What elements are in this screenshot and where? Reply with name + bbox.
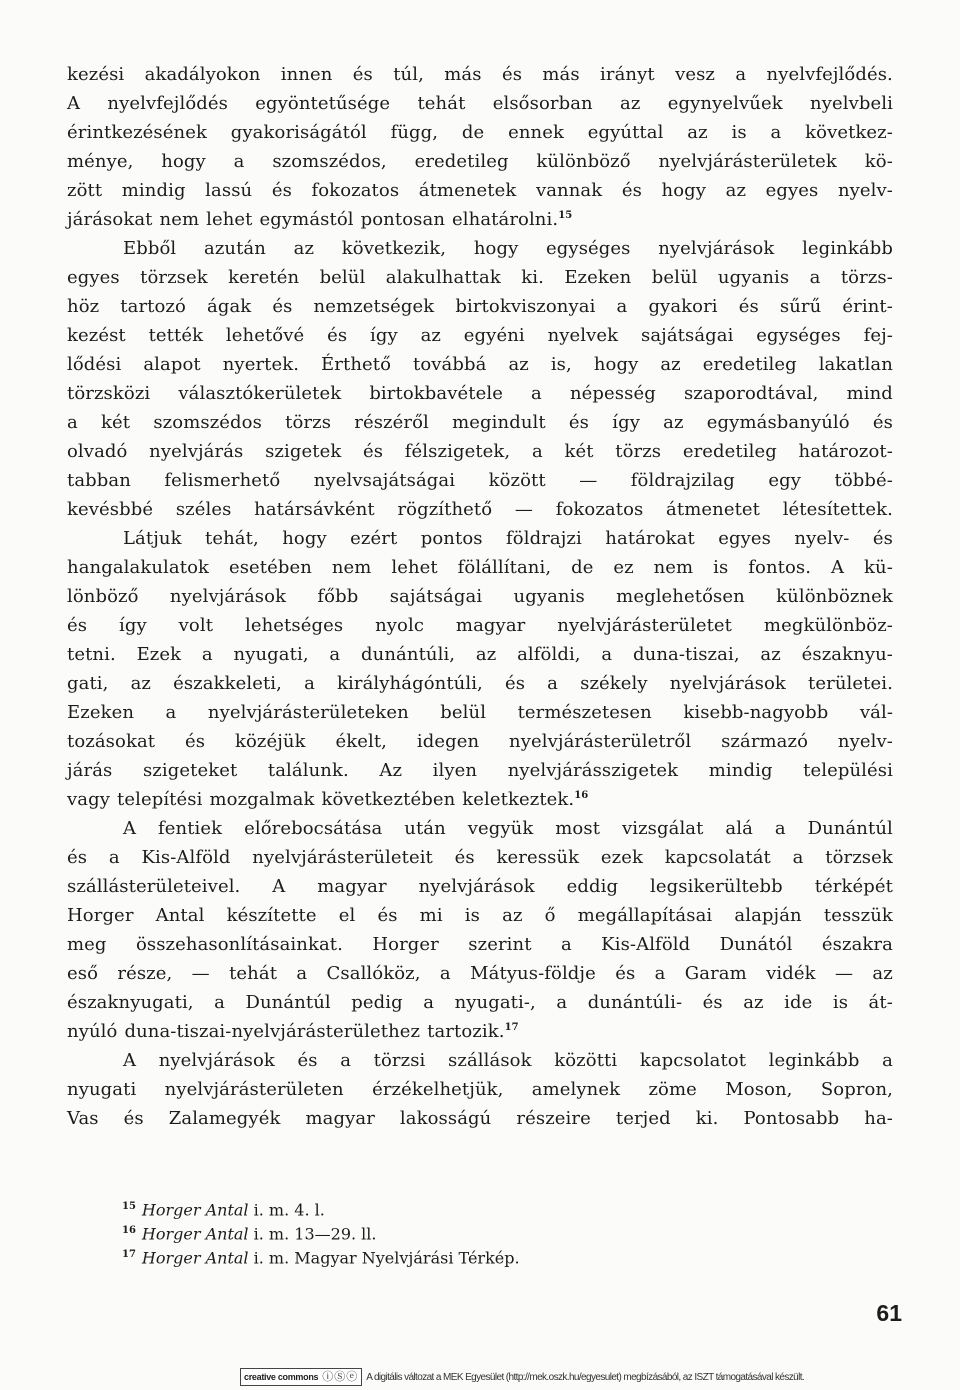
text-line: kezést tették lehetővé és így az egyéni nyelvek sajátságai egységes fej- — [67, 325, 893, 346]
creative-commons-logo — [240, 1368, 362, 1386]
page-number: 61 — [876, 1300, 902, 1326]
text-line: tabban felismerhető nyelvsajátságai között — földrajzilag egy többé- — [67, 470, 893, 491]
text-line: és így volt lehetséges nyolc magyar nyelvjárásterületet megkülönböz- — [67, 615, 893, 636]
text-line: hangalakulatok esetében nem lehet fölállítani, de ez nem is fontos. A kü- — [67, 557, 893, 578]
text-line: kezési akadályokon innen és túl, más és más irányt vesz a nyelvfejlődés. — [67, 64, 893, 85]
text-line: zött mindig lassú és fokozatos átmenetek vannak és hogy az egyes nyelv- — [67, 180, 893, 201]
text-line: meg összehasonlításainkat. Horger szerint a Kis-Alföld Dunától északra — [67, 934, 893, 955]
text-line: Ezeken a nyelvjárásterületeken belül természetesen kisebb-nagyobb vál- — [67, 702, 893, 723]
text-line: törzsközi választókerületek birtokbavétele a népesség szaporodtával, mind — [67, 383, 893, 404]
footer-credit: A digitális változat a MEK Egyesület (http://mek.oszk.hu/egyesulet) megbízásából, az ISZT támogatásával készült. — [366, 1371, 805, 1383]
footnote-number: 16 — [122, 1225, 136, 1236]
footnote-reference: i. m. 4. l. — [253, 1200, 325, 1220]
cc-logo-text: creative commons — [244, 1372, 319, 1382]
text-line: a két szomszédos törzs részéről megindult és így az egymásbanyúló és — [67, 412, 893, 433]
text-line: Látjuk tehát, hogy ezért pontos földrajzi határokat egyes nyelv- és — [123, 528, 893, 549]
footnote-marker: 16 — [574, 790, 589, 801]
footnote-author: Horger Antal — [141, 1248, 249, 1268]
text-line: egyes törzsek keretén belül alakulhattak ki. Ezeken belül ugyanis a törzs- — [67, 267, 893, 288]
text-line: tetni. Ezek a nyugati, a dunántúli, az alföldi, a duna-tiszai, az északnyu- — [67, 644, 893, 665]
text-line: gati, az északkeleti, a királyhágóntúli, és a székely nyelvjárások területei. — [67, 673, 893, 694]
text-line: A nyelvjárások és a törzsi szállások közötti kapcsolatot leginkább a — [123, 1050, 893, 1071]
text-line: kevésbbé széles határsávként rögzíthető — fokozatos átmenetet létesítettek. — [67, 499, 893, 520]
text-line: járás szigeteket találunk. Az ilyen nyelvjárásszigetek mindig települési — [67, 760, 893, 781]
body-text — [67, 60, 893, 1133]
text-line: Horger Antal készítette el és mi is az ő megállapításai alapján tesszük — [67, 905, 893, 926]
text-line: nyugati nyelvjárásterületen érzékelhetjük, amelynek zöme Moson, Sopron, — [67, 1079, 893, 1100]
text-line: A fentiek előrebocsátása után vegyük most vizsgálat alá a Dunántúl — [123, 818, 893, 839]
footnote — [122, 1219, 722, 1243]
text-line: és a Kis-Alföld nyelvjárásterületeit és keressük ezek kapcsolatát a törzsek — [67, 847, 893, 868]
footer — [240, 1368, 804, 1386]
text-line: lődési alapot nyertek. Érthető továbbá az is, hogy az eredetileg lakatlan — [67, 354, 893, 375]
text-line: lönböző nyelvjárások főbb sajátságai ugyanis meglehetősen különböznek — [67, 586, 893, 607]
footnotes — [122, 1195, 722, 1267]
footnote-reference: i. m. Magyar Nyelvjárási Térkép. — [253, 1248, 520, 1268]
text-line: ménye, hogy a szomszédos, eredetileg különböző nyelvjárásterületek kö- — [67, 151, 893, 172]
text-line: eső része, — tehát a Csallóköz, a Mátyus-földje és a Garam vidék — az — [67, 963, 893, 984]
text-line: Ebből azután az következik, hogy egységes nyelvjárások leginkább — [123, 238, 893, 259]
footnote — [122, 1243, 722, 1267]
text-line: olvadó nyelvjárás szigetek és félszigetek, a két törzs eredetileg határozot- — [67, 441, 893, 462]
text-line: höz tartozó ágak és nemzetségek birtokviszonyai a gyakori és sűrű érint- — [67, 296, 893, 317]
text-line: északnyugati, a Dunántúl pedig a nyugati-, a dunántúli- és az ide is át- — [67, 992, 893, 1013]
text-line: érintkezésének gyakoriságától függ, de ennek egyúttal az is a következ- — [67, 122, 893, 143]
text-line: nyúló duna-tiszai-nyelvjárásterülethez tartozik.$^{17}$ — [67, 1021, 519, 1042]
footnote-author: Horger Antal — [141, 1224, 249, 1244]
footnote-number: 15 — [122, 1201, 136, 1212]
footnote-number: 17 — [122, 1249, 136, 1260]
footnote-marker: 15 — [558, 210, 573, 221]
footnote-reference: i. m. 13—29. ll. — [253, 1224, 377, 1244]
text-line: járásokat nem lehet egymástól pontosan elhatárolni.$^{15}$ — [67, 209, 573, 230]
text-line: A nyelvfejlődés egyöntetűsége tehát elsősorban az egynyelvűek nyelvbeli — [67, 93, 893, 114]
text-line: Vas és Zalamegyék magyar lakosságú részeire terjed ki. Pontosabb ha- — [67, 1108, 893, 1129]
footnote — [122, 1195, 722, 1219]
text-line: vagy telepítési mozgalmak következtében keletkeztek.$^{16}$ — [67, 789, 589, 810]
footnote-author: Horger Antal — [141, 1200, 249, 1220]
text-line: tozásokat és közéjük ékelt, idegen nyelvjárásterületről származó nyelv- — [67, 731, 893, 752]
cc-license-icon: ⓘⓈⓔ — [322, 1371, 359, 1383]
footnote-marker: 17 — [504, 1022, 519, 1033]
text-line: szállásterületeivel. A magyar nyelvjárások eddig legsikerültebb térképét — [67, 876, 893, 897]
